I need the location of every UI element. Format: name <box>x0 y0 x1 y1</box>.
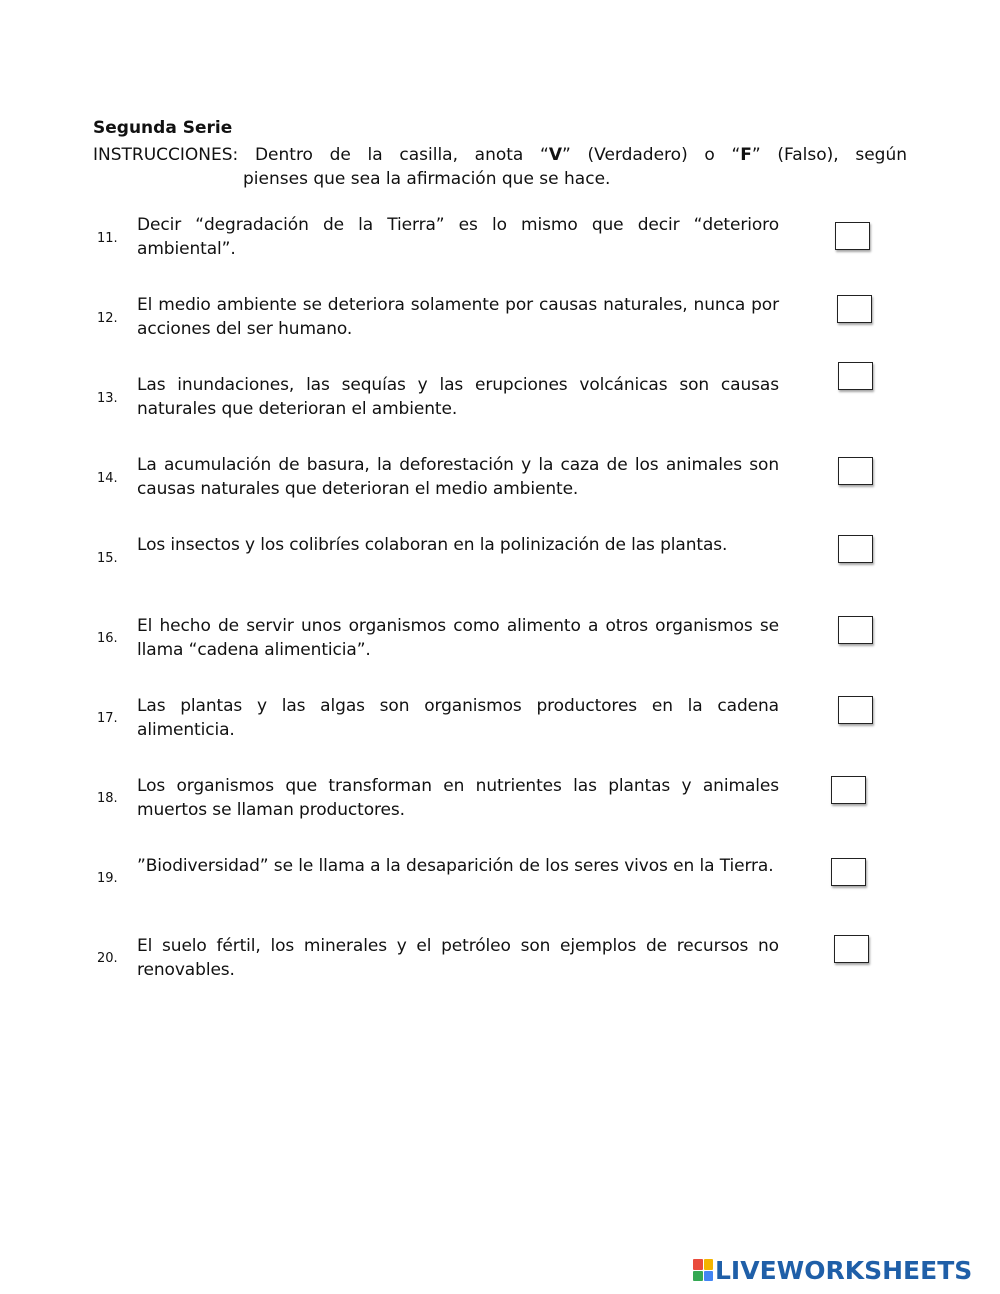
question-text: Las plantas y las algas son organismos productores en la cadena alimenticia. <box>137 696 779 740</box>
answer-box[interactable] <box>831 776 866 804</box>
instructions <box>93 143 907 167</box>
question-number: 19. <box>97 871 118 886</box>
question-text: ”Biodiversidad” se le llama a la desaparición de los seres vivos en la Tierra. <box>137 856 774 876</box>
true-letter: V <box>548 145 563 165</box>
answer-box[interactable] <box>838 535 873 563</box>
question-text: El hecho de servir unos organismos como alimento a otros organismos se llama “cadena alimenticia”. <box>137 616 779 660</box>
logo-square <box>704 1271 714 1282</box>
instructions-text-2: ” (Verdadero) o “ <box>562 145 741 165</box>
question-number: 14. <box>97 471 118 486</box>
answer-box[interactable] <box>834 935 869 963</box>
instructions-text-1: INSTRUCCIONES: Dentro de la casilla, anota “ <box>93 145 549 165</box>
question-number: 12. <box>97 311 118 326</box>
question-text: Las inundaciones, las sequías y las erupciones volcánicas son causas naturales que deterioran el ambiente. <box>137 375 779 419</box>
question-number: 11. <box>97 231 118 246</box>
question-text: La acumulación de basura, la deforestación y la caza de los animales son causas naturales que deterioran el medio ambiente. <box>137 455 779 499</box>
answer-box[interactable] <box>838 362 873 390</box>
question-text: Los insectos y los colibríes colaboran en la polinización de las plantas. <box>137 535 728 555</box>
question-number: 18. <box>97 791 118 806</box>
question-text: Los organismos que transforman en nutrientes las plantas y animales muertos se llaman productores. <box>137 776 779 820</box>
answer-box[interactable] <box>838 616 873 644</box>
logo-square <box>693 1271 703 1282</box>
logo-square <box>704 1259 714 1270</box>
liveworksheets-logo <box>693 1255 972 1285</box>
logo-text: LIVEWORKSHEETS <box>715 1255 973 1285</box>
answer-box[interactable] <box>837 295 872 323</box>
logo-square <box>693 1259 703 1270</box>
question-text: El suelo fértil, los minerales y el petróleo son ejemplos de recursos no renovables. <box>137 936 779 980</box>
question-number: 15. <box>97 551 118 566</box>
section-heading: Segunda Serie <box>93 118 233 138</box>
false-letter: F <box>740 145 752 165</box>
question-number: 17. <box>97 711 118 726</box>
instructions-line-2: pienses que sea la afirmación que se hace. <box>243 169 611 189</box>
answer-box[interactable] <box>835 222 870 250</box>
logo-icon <box>693 1259 713 1281</box>
question-number: 16. <box>97 631 118 646</box>
question-number: 20. <box>97 951 118 966</box>
answer-box[interactable] <box>838 696 873 724</box>
answer-box[interactable] <box>831 858 866 886</box>
answer-box[interactable] <box>838 457 873 485</box>
instructions-text-3: ” (Falso), según <box>751 145 907 165</box>
question-text: El medio ambiente se deteriora solamente por causas naturales, nunca por acciones del ser humano. <box>137 295 779 339</box>
question-number: 13. <box>97 391 118 406</box>
question-text: Decir “degradación de la Tierra” es lo mismo que decir “deterioro ambiental”. <box>137 215 779 259</box>
